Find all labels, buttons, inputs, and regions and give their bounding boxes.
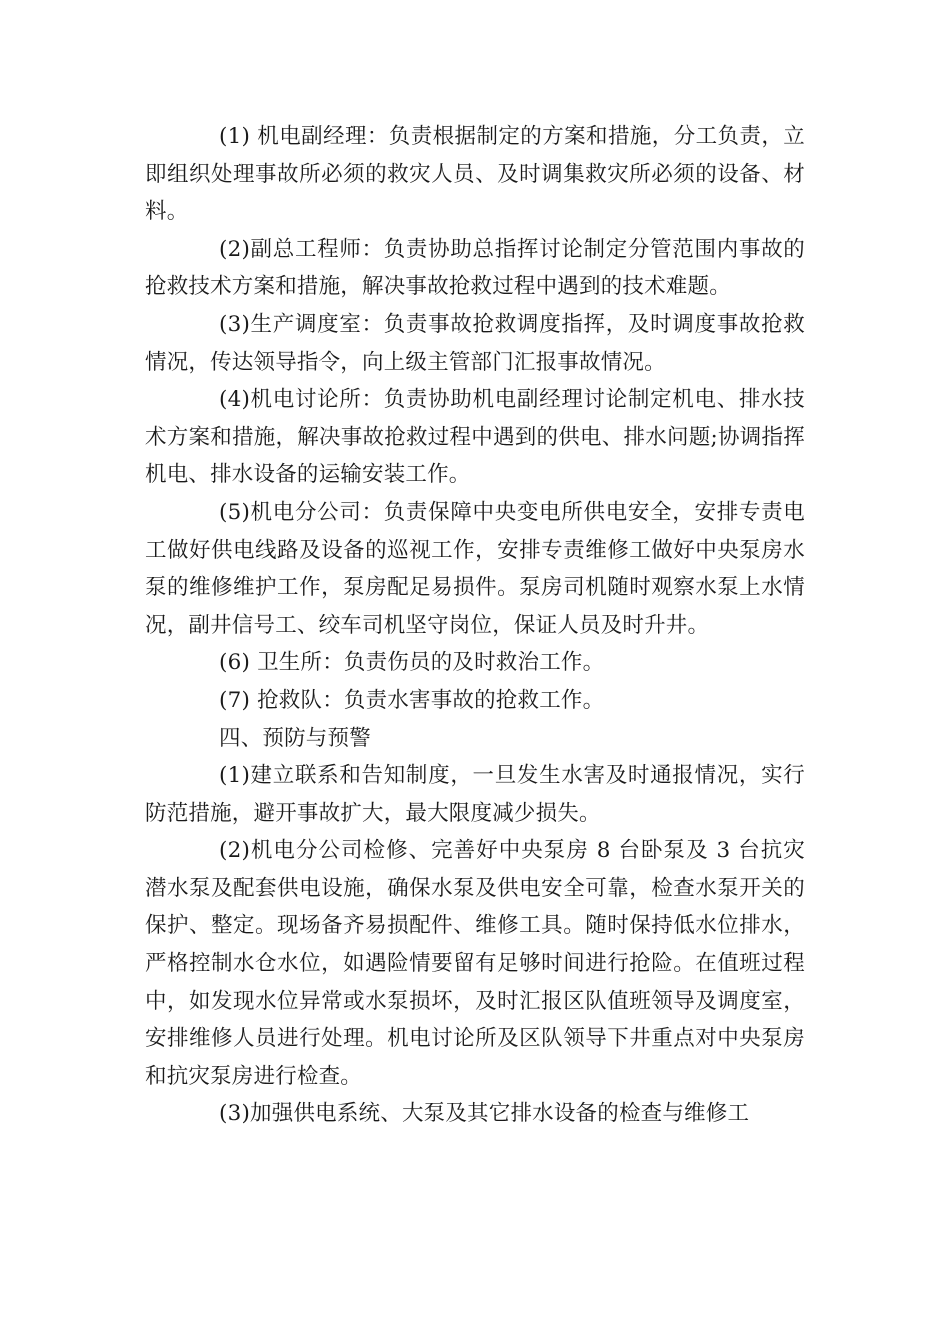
paragraph-prevention-item-2: (2)机电分公司检修、完善好中央泵房 8 台卧泵及 3 台抗灾潜水泵及配套供电设施，确保水泵及供电安全可靠，检查水泵开关的保护、整定。现场备齐易损配件、维修工具。随时保持低水位排水，严格控制水仓水位，如遇险情要留有足够时间进行抢险。在值班过程中，如发现水位异常或水泵损坏，及时汇报区队值班领导及调度室，安排维修人员进行处理。机电讨论所及区队领导下井重点对中央泵房和抗灾泵房进行检查。 [145, 838, 805, 1089]
paragraph-role-mech-research-office: (4)机电讨论所：负责协助机电副经理讨论制定机电、排水技术方案和措施，解决事故抢救过程中遇到的供电、排水问题;协调指挥机电、排水设备的运输安装工作。 [145, 387, 805, 488]
section-heading-prevention: 四、预防与预警 [219, 725, 371, 751]
paragraph-role-rescue-team: (7) 抢救队：负责水害事故的抢救工作。 [219, 687, 605, 713]
paragraph-role-mech-deputy-manager: (1) 机电副经理：负责根据制定的方案和措施，分工负责，立即组织处理事故所必须的救灾人员、及时调集救灾所必须的设备、材料。 [145, 124, 805, 225]
document-body [145, 118, 805, 1133]
paragraph-role-clinic: (6) 卫生所：负责伤员的及时救治工作。 [219, 650, 605, 676]
paragraph-role-deputy-chief-engineer: (2)副总工程师：负责协助总指挥讨论制定分管范围内事故的抢救技术方案和措施，解决事故抢救过程中遇到的技术难题。 [145, 236, 805, 300]
paragraph-prevention-item-3: (3)加强供电系统、大泵及其它排水设备的检查与维修工 [219, 1101, 750, 1127]
paragraph-prevention-item-1: (1)建立联系和告知制度，一旦发生水害及时通报情况，实行防范措施，避开事故扩大，最大限度减少损失。 [145, 763, 805, 826]
paragraph-role-mech-branch-company: (5)机电分公司：负责保障中央变电所供电安全，安排专责电工做好供电线路及设备的巡视工作，安排专责维修工做好中央泵房水泵的维修维护工作，泵房配足易损件。泵房司机随时观察水泵上水情况，副井信号工、绞车司机坚守岗位，保证人员及时升井。 [145, 499, 805, 638]
paragraph-role-dispatch-room: (3)生产调度室：负责事故抢救调度指挥，及时调度事故抢救情况，传达领导指令，向上级主管部门汇报事故情况。 [145, 311, 805, 375]
